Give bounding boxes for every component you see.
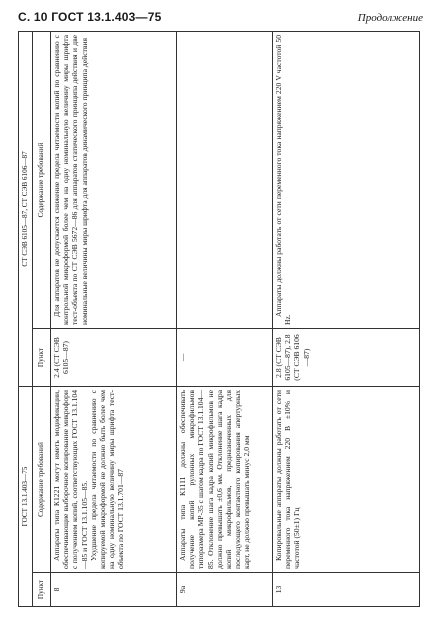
row-point-right: — xyxy=(177,329,273,387)
table-row xyxy=(177,31,273,606)
row-req-left-para-1: Копировальные аппараты должны работать от сети переменного тока напряжением 220 В ±10% и частотой (50±1) Гц xyxy=(274,390,302,569)
table-row xyxy=(273,31,420,606)
row-req-left-para-1: Аппараты типа К1111 должны обеспечивать получение копий рулонных микрофильмов типоразмера МР-35 с шагом кадра по ГОСТ 13.1.104—85. Отклонение шага кадра копий микрофильмов не должно превышать ±0,6 мм. Отклонение шага кадра копий микрофильмов, предназначенных для последующего контактного копирования апертурных карт, не должно превышать минус 2,0 мм xyxy=(178,390,252,569)
row-req-right xyxy=(273,31,420,328)
group-header-left: ГОСТ 13.1.403—75 xyxy=(19,387,33,607)
row-req-right xyxy=(51,31,177,328)
page-title: С. 10 ГОСТ 13.1.403—75 xyxy=(18,10,162,24)
row-point-right: 2.4 (СТ СЭВ 6105—87) xyxy=(51,329,177,387)
group-header-right: СТ СЭВ 6105—87, СТ СЭВ 6106—87 xyxy=(19,31,33,386)
row-req-left-para-2: Ухудшение предела читаемости по сравнению с копируемой микроформой не должно быть более чем на одну номинальную величину миры шрифта тест-объекта по ГОСТ 13.1.701—87 xyxy=(88,390,126,569)
row-point-left: 13 xyxy=(273,573,420,607)
row-req-left-para-1: Аппараты типа К1221 могут иметь модификации, обеспечивающие выборочное копирование микрофори с получением копий, соответствующих ГОСТ 13.1.104—85 и ГОСТ 13.1.105—85. xyxy=(52,390,89,569)
row-req-right-para: Аппараты должны работать от сети переменного тока напряжением 220 V частотой 50 Hz. xyxy=(274,34,293,325)
standards-comparison-table xyxy=(18,31,420,607)
row-req-right xyxy=(177,31,273,328)
row-point-right: 2.8 (СТ СЭВ 6105—87), 2.8 (СТ СЭВ 6106—87) xyxy=(273,329,420,387)
table-row xyxy=(51,31,177,606)
col-header-point-right: Пункт xyxy=(33,329,51,387)
col-header-req-right: Содержание требований xyxy=(33,31,51,328)
continuation-label: Продолжение xyxy=(357,12,423,24)
row-req-left xyxy=(273,387,420,573)
col-header-point-left: Пункт xyxy=(33,573,51,607)
row-point-left: 8 xyxy=(51,573,177,607)
row-point-left: 9а xyxy=(177,573,273,607)
rotated-table-area xyxy=(18,32,420,607)
row-req-right-para: Для аппаратов не допускается снижение предела читаемости копий по сравнению с контрольной микроформой более чем на одну номинальную величину миры шрифта тест-объекта по СТ СЭВ 5672—86 для аппаратов статического принципа действия и две номинальные величины миры шрифта для аппаратов динамического принципа действия xyxy=(52,34,89,325)
row-req-left xyxy=(51,387,177,573)
col-header-req-left: Содержание требований xyxy=(33,387,51,573)
row-req-left xyxy=(177,387,273,573)
